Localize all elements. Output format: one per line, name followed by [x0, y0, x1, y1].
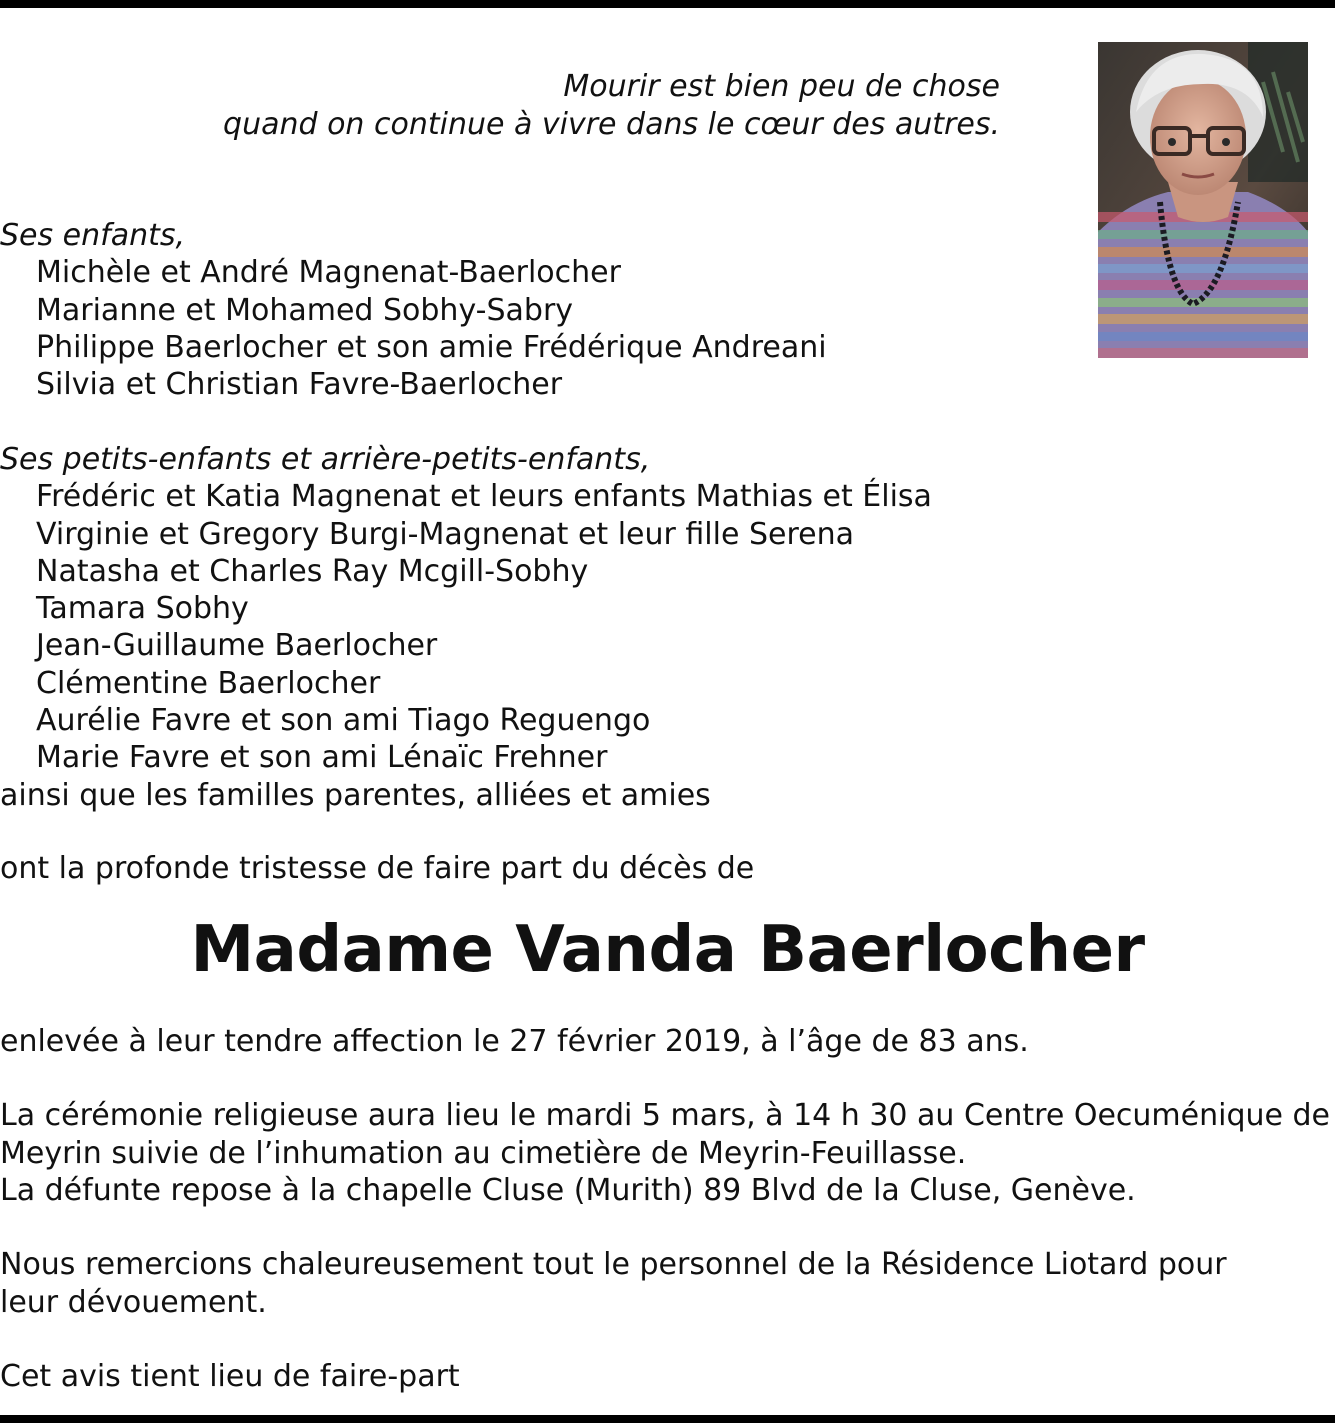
families-closing: ainsi que les familles parentes, alliées et amies [0, 777, 711, 813]
footer-note: Cet avis tient lieu de faire-part [0, 1359, 460, 1394]
grandchild-name: Virginie et Gregory Burgi-Magnenat et leur fille Serena [36, 516, 854, 552]
child-name: Marianne et Mohamed Sobhy-Sabry [36, 292, 574, 328]
grandchild-name: Clémentine Baerlocher [36, 665, 381, 701]
quote-line-2: quand on continue à vivre dans le cœur des autres. [223, 107, 1000, 142]
thanks-section [0, 1246, 1227, 1321]
grandchildren-heading: Ses petits-enfants et arrière-petits-enfants, [0, 442, 651, 477]
deceased-name: Madame Vanda Baerlocher [190, 913, 1145, 987]
portrait-photo [1098, 42, 1308, 358]
ceremony-line: La cérémonie religieuse aura lieu le mardi 5 mars, à 14 h 30 au Centre Oecuménique de [0, 1098, 1330, 1133]
bottom-rule [0, 1415, 1335, 1423]
thanks-line: Nous remercions chaleureusement tout le personnel de la Résidence Liotard pour [0, 1247, 1227, 1282]
child-name: Michèle et André Magnenat-Baerlocher [36, 255, 621, 291]
child-name: Silvia et Christian Favre-Baerlocher [36, 367, 563, 403]
child-name: Philippe Baerlocher et son amie Frédérique Andreani [36, 329, 827, 365]
ceremony-line: Meyrin suivie de l’inhumation au cimetière de Meyrin-Feuillasse. [0, 1135, 967, 1171]
announcement-text: ont la profonde tristesse de faire part du décès de [0, 851, 755, 886]
thanks-line: leur dévouement. [0, 1284, 267, 1320]
quote-line-1: Mourir est bien peu de chose [563, 69, 1000, 104]
children-section [0, 217, 827, 403]
grandchild-name: Natasha et Charles Ray Mcgill-Sobhy [36, 553, 589, 589]
grandchild-name: Frédéric et Katia Magnenat et leurs enfants Mathias et Élisa [36, 479, 932, 515]
top-rule [0, 0, 1335, 8]
grandchildren-section [0, 441, 932, 814]
portrait-illustration [1098, 42, 1308, 358]
passing-text: enlevée à leur tendre affection le 27 février 2019, à l’âge de 83 ans. [0, 1024, 1029, 1059]
ceremony-line: La défunte repose à la chapelle Cluse (Murith) 89 Blvd de la Cluse, Genève. [0, 1173, 1136, 1208]
grandchild-name: Aurélie Favre et son ami Tiago Reguengo [36, 703, 651, 739]
children-heading: Ses enfants, [0, 218, 186, 253]
grandchild-name: Jean-Guillaume Baerlocher [36, 628, 438, 664]
grandchild-name: Tamara Sobhy [36, 591, 249, 627]
ceremony-section [0, 1097, 1330, 1210]
grandchild-name: Marie Favre et son ami Lénaïc Frehner [36, 740, 608, 776]
epigraph-quote [200, 68, 1000, 144]
